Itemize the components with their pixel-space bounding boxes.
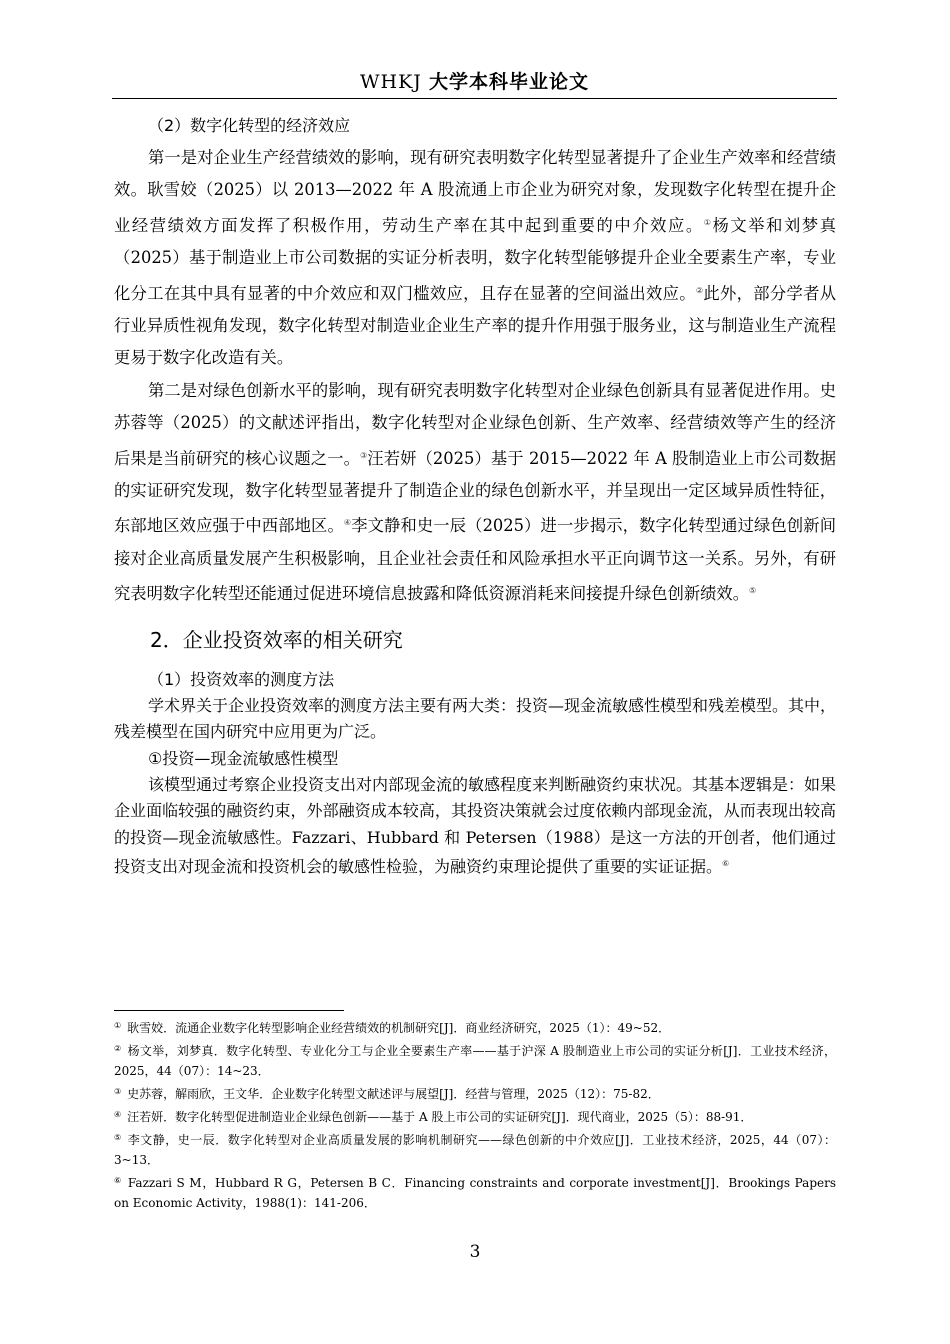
footnote-text: 耿雪姣．流通企业数字化转型影响企业经营绩效的机制研究[J]．商业经济研究，2025（1）：49~52． (127, 1021, 671, 1035)
text-run: 该模型通过考察企业投资支出对内部现金流的敏感程度来判断融资约束状况。其基本逻辑是：如果企业面临较强的融资约束，外部融资成本较高，其投资决策就会过度依赖内部现金流，从而表现出较高的投资—现金流敏感性。Fazzari、Hubbard 和 Petersen（1988）是这一方法的开创者，他们通过投资支出对现金流和投资机会的敏感性检验，为融资约束理论提供了重要的实证证据。 (114, 774, 837, 877)
footnote-item (114, 1039, 836, 1081)
footnote-ref[interactable]: ② (695, 285, 704, 295)
main-content (114, 110, 836, 881)
text-run: 第一是对企业生产经营绩效的影响，现有研究表明数字化转型显著提升了企业生产效率和经营绩效。耿雪姣（2025）以 2013—2022 年 A 股流通上市企业为研究对象，发现数字化转型在提升企业经营绩效方面发挥了积极作用，劳动生产率在其中起到重要的中介效应。 (114, 148, 836, 235)
footnote-text: 汪若妍．数字化转型促进制造业企业绿色创新——基于 A 股上市公司的实证研究[J]．现代商业，2025（5）：88-91． (127, 1110, 753, 1124)
footnote-text: Fazzari S M，Hubbard R G，Petersen B C．Financing constraints and corporate investment[J]．Brookings Papers on Economic Activity，1988(1)：141-206． (114, 1176, 837, 1210)
footnote-mark: ⑥ (114, 1176, 122, 1185)
page-number: 3 (469, 1242, 481, 1262)
footnote-mark: ② (114, 1044, 122, 1053)
section-heading-investment-efficiency: 2．企业投资效率的相关研究 (150, 627, 403, 652)
header-prefix: WHKJ (360, 71, 429, 93)
footnote-ref[interactable]: ④ (343, 518, 352, 528)
footnote-text: 杨文举，刘梦真．数字化转型、专业化分工与企业全要素生产率——基于沪深 A 股制造业上市公司的实证分析[J]．工业技术经济，2025，44（07）：14~23． (114, 1044, 836, 1078)
text-run: 李文静和史一辰（2025）进一步揭示，数字化转型通过绿色创新间接对企业高质量发展产生积极影响，且企业社会责任和风险承担水平正向调节这一关系。另外，有研究表明数字化转型还能通过促进环境信息披露和降低资源消耗来间接提升绿色创新绩效。 (114, 516, 836, 604)
subsection-heading-measurement: （1）投资效率的测度方法 (148, 669, 335, 689)
paragraph-cashflow-model (114, 772, 836, 881)
footnote-ref[interactable]: ① (703, 217, 713, 227)
footnote-item (114, 1128, 836, 1170)
text-run: 第二是对绿色创新水平的影响，现有研究表明数字化转型对企业绿色创新具有显著促进作用。史苏蓉等（2025）的文献述评指出，数字化转型对企业绿色创新、生产效率、经营绩效等产生的经济后果是当前研究的核心议题之一。 (114, 380, 836, 468)
footnote-divider (114, 1010, 344, 1011)
footnote-item (114, 1082, 836, 1104)
section-heading-economic-effects: （2）数字化转型的经济效应 (148, 116, 351, 135)
paragraph-productivity (114, 142, 836, 375)
footnote-mark: ⑤ (114, 1133, 122, 1142)
footnotes (114, 1016, 836, 1214)
footnote-ref[interactable]: ⑤ (748, 586, 757, 596)
footnote-ref[interactable]: ③ (360, 450, 368, 460)
text-run: 此外，部分学者从行业异质性视角发现，数字化转型对制造业企业生产率的提升作用强于服务业，这与制造业生产流程更易于数字化改造有关。 (114, 283, 836, 368)
footnote-item (114, 1105, 836, 1127)
page-header (112, 66, 837, 99)
footnote-text: 史苏蓉，解雨欣，王文华．企业数字化转型文献述评与展望[J]．经营与管理，2025（12）：75-82． (127, 1087, 660, 1101)
footnote-ref[interactable]: ⑥ (722, 859, 730, 869)
paragraph-green-innovation (114, 375, 836, 611)
footnote-item (114, 1171, 836, 1213)
footnote-mark: ① (114, 1021, 122, 1030)
footnote-mark: ③ (114, 1087, 122, 1096)
header-title: 大学本科毕业论文 (428, 71, 589, 93)
footnote-text: 李文静，史一辰．数字化转型对企业高质量发展的影响机制研究——绿色创新的中介效应[J]．工业技术经济，2025，44（07）：3~13． (114, 1133, 836, 1167)
item-heading-cashflow-model: ①投资—现金流敏感性模型 (148, 748, 339, 768)
text-run: 杨文举和刘梦真（2025）基于制造业上市公司数据的实证分析表明，数字化转型能够提升企业全要素生产率，专业化分工在其中具有显著的中介效应和双门槛效应，且存在显著的空间溢出效应。 (114, 215, 836, 303)
footnote-item (114, 1016, 836, 1038)
text-run: 汪若妍（2025）基于 2015—2022 年 A 股制造业上市公司数据的实证研究发现，数字化转型显著提升了制造企业的绿色创新水平，并呈现出一定区域异质性特征，东部地区效应强于中西部地区。 (114, 448, 837, 536)
footnote-mark: ④ (114, 1110, 122, 1119)
paragraph-measurement-intro: 学术界关于企业投资效率的测度方法主要有两大类：投资—现金流敏感性模型和残差模型。其中，残差模型在国内研究中应用更为广泛。 (114, 695, 837, 742)
